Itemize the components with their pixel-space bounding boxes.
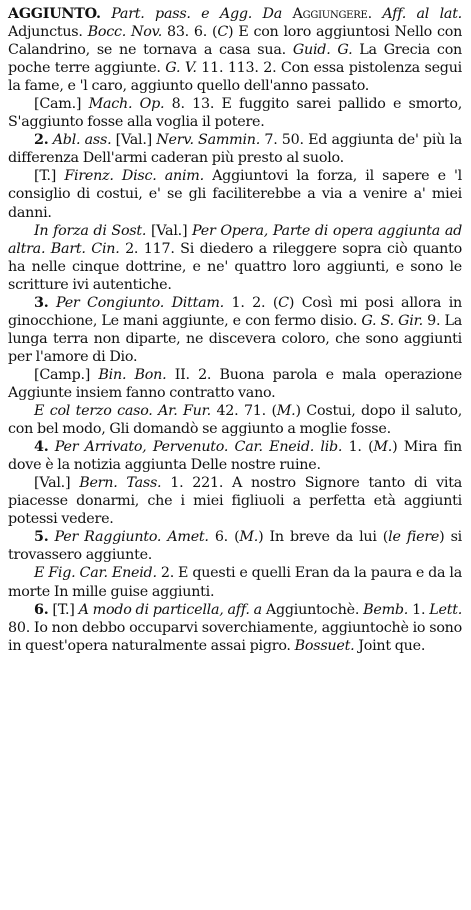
text-run: [Val.] (34, 475, 80, 492)
italic-run: Per Opera, Parte di opera aggiunta ad altra. Bart. Cin. (8, 222, 462, 257)
entry-paragraph (8, 564, 462, 600)
text-run: 2. E questi e quelli Eran da la paura e da la morte In mille guise aggiunti. (8, 565, 462, 600)
italic-run: Per Raggiunto. Amet. (54, 529, 209, 546)
italic-run: Bin. Bon. (98, 366, 167, 383)
text-run: ) Così mi posi allora in ginocchione, Le mani aggiunte, e con fermo disio. (8, 294, 462, 329)
entry-paragraph (8, 222, 462, 294)
text-run: 8. 13. E fuggito sarei pallido e smorto, S'aggiunto fosse alla voglia il potere. (8, 96, 462, 131)
italic-run: Firenz. Disc. anim. (64, 168, 204, 185)
italic-run: Abl. ass. (52, 132, 112, 149)
text-run: Joint que. (354, 637, 426, 654)
italic-run: Mach. Op. (88, 96, 165, 113)
text-run: 11. 113. 2. Con essa pistolenza segui la fame, e 'l caro, aggiunto quello dell'anno passato. (8, 60, 462, 95)
italic-run: le fiere (388, 529, 440, 546)
sense-number: 2. (34, 132, 49, 149)
italic-run: C (278, 294, 289, 311)
italic-run: In forza di Sost. (34, 222, 147, 239)
entry-definition (8, 5, 462, 95)
text-run (48, 295, 56, 311)
italic-run: Per Congiunto. Dittam. (55, 294, 224, 311)
italic-run: Nerv. Sammin. (156, 132, 261, 149)
text-run: 2. 117. Si diedero a rileggere sopra ciò quanto ha nelle cinque dottrine, e ne' quattro loro aggiunti, e sono le scritture ivi autentiche. (8, 240, 462, 293)
text-run: Aggiuntochè. (261, 601, 364, 618)
entry-paragraph (8, 474, 462, 528)
italic-run: M. (276, 403, 296, 420)
italic-run: Per Arrivato, Pervenuto. Car. Eneid. lib. (54, 439, 343, 456)
entry-paragraph (8, 601, 462, 655)
italic-run: E Fig. Car. Eneid. (34, 565, 157, 582)
text-run: 1. 2. ( (223, 294, 279, 311)
italic-run: M. (239, 529, 259, 546)
smallcaps-run: Aggiungere (292, 6, 368, 22)
italic-run: Bossuet. (294, 637, 355, 654)
text-run: 1. (408, 601, 430, 618)
entry-paragraph (8, 366, 462, 402)
text-run: 42. 71. ( (210, 403, 277, 420)
italic-run: A modo di particella, aff. a (78, 601, 262, 618)
italic-run: Aff. al lat. (382, 6, 462, 22)
entry-paragraph (8, 294, 462, 366)
sense-number: 4. (34, 439, 49, 456)
text-run: 80. Io non debbo occuparvi soverchiamente, aggiuntochè io sono in quest'opera naturalmente assai pigro. (8, 619, 462, 654)
text-run: [Val.] (111, 132, 157, 149)
sense-number: 3. (34, 294, 49, 311)
text-run: 7. 50. Ed aggiunta de' più la differenza Dell'armi caderan più presto al suolo. (8, 132, 462, 167)
text-run: [T.] (48, 601, 79, 618)
italic-run: Guid. G. (292, 42, 353, 59)
italic-run: Bern. Tass. (79, 475, 162, 492)
italic-run: Lett. (429, 601, 462, 618)
italic-run: Bocc. Nov. (87, 24, 163, 41)
entry-paragraph (8, 131, 462, 167)
italic-run: G. S. Gir. (361, 312, 423, 329)
sense-number: 5. (34, 529, 49, 546)
text-run: ) Mira fin dove è la notizia aggiunta Delle nostre ruine. (8, 439, 463, 474)
text-run: 83. 6. ( (162, 24, 218, 41)
text-run: [Val.] (146, 222, 193, 239)
italic-run: E col terzo caso. Ar. Fur. (34, 403, 211, 420)
text-run: 1. 221. A nostro Signore tanto di vita piacesse donarmi, che i miei figliuoli a perfetta età aggiunti potessi vedere. (8, 475, 463, 528)
text-run: ) si trovassero aggiunte. (8, 529, 462, 564)
entry-paragraph (8, 402, 462, 438)
text-run: [T.] (34, 168, 65, 185)
text-run: 1. ( (342, 439, 374, 456)
entry-paragraph (8, 438, 462, 474)
text-run: Aggiuntovi la forza, il sapere e 'l consiglio di costui, e' se gli faciliterebbe a via a venire a' miei danni. (8, 168, 462, 221)
text-run (282, 6, 292, 22)
text-run: ) E con loro aggiuntosi Nello con Calandrino, se ne tornava a casa sua. (8, 24, 463, 59)
entry-paragraph (8, 95, 462, 131)
text-run: . (367, 6, 383, 22)
italic-run: C (217, 24, 229, 41)
entry-paragraph (8, 167, 462, 221)
text-run: Adjunctus. (8, 24, 88, 41)
italic-run: M. (373, 439, 393, 456)
italic-run: Bemb. (363, 601, 409, 618)
sense-number: 6. (34, 601, 49, 618)
text-run: ) In breve da lui ( (258, 529, 389, 546)
text-run: ) Costui, dopo il saluto, con bel modo, Gli domandò se aggiunto a moglie fosse. (8, 403, 462, 438)
text-run: [Camp.] (34, 366, 99, 383)
headword: AGGIUNTO. (8, 6, 101, 22)
italic-run: Part. pass. e Agg. Da (111, 6, 283, 22)
text-run (101, 6, 111, 22)
text-run: La Grecia con poche terre aggiunte. (8, 42, 463, 77)
entry-paragraph (8, 528, 462, 564)
text-run: 9. La lunga terra non diparte, ne discevera coloro, che sono aggiunti per l'amore di Dio. (8, 312, 463, 365)
text-run: [Cam.] (34, 96, 89, 113)
text-run: 6. ( (208, 529, 240, 546)
italic-run: G. V. (165, 60, 197, 77)
text-run: II. 2. Buona parola e mala operazione Aggiunte insiem fanno contratto vano. (8, 366, 462, 401)
